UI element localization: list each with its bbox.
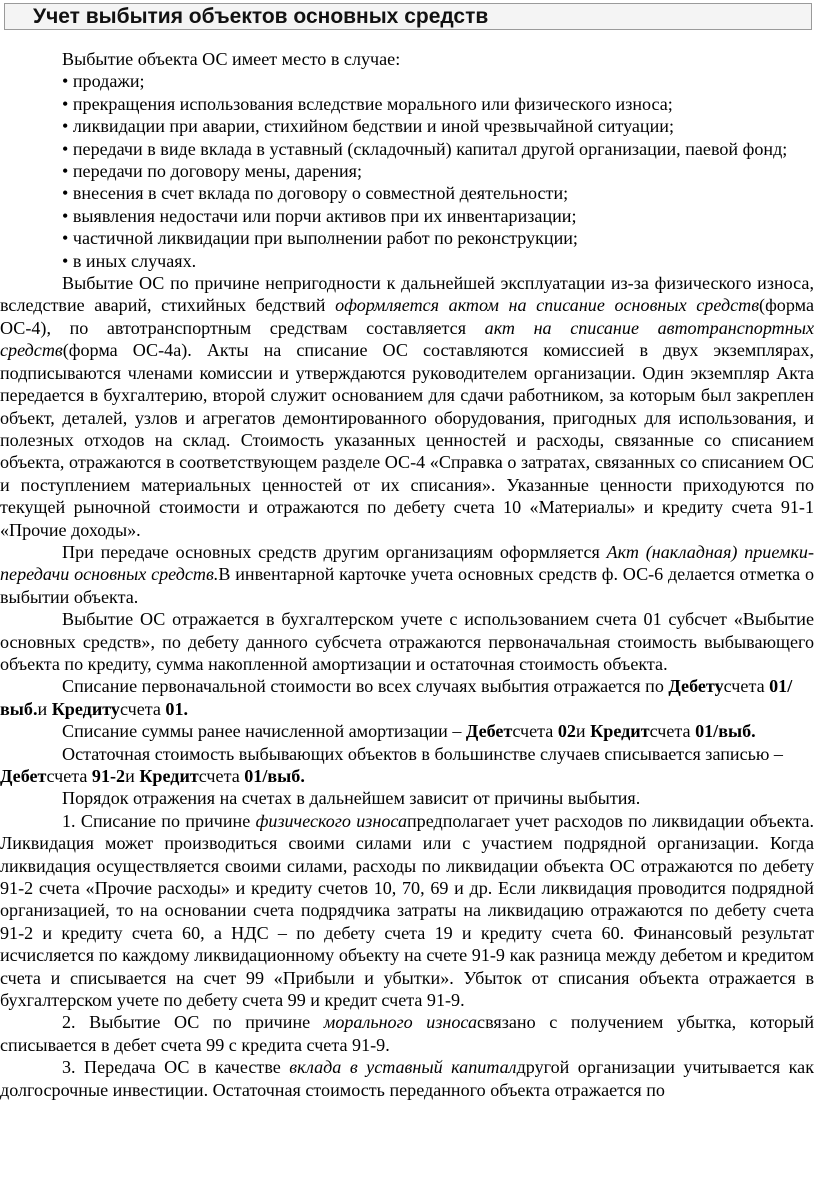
emphasis-text: морального износа [323, 1012, 478, 1033]
list-item: • частичной ликвидации при выполнении работ по реконструкции; [62, 228, 578, 249]
paragraph-order: Порядок отражения на счетах в дальнейшем зависит от причины выбытия. [62, 788, 641, 809]
emphasis-text: оформляется актом на списание основных средств [335, 295, 760, 316]
text-run: Остаточная стоимость выбывающих объектов в большинстве случаев списывается записью – [62, 743, 783, 764]
emphasis-text: акт на списание автотранспортных средств [0, 317, 814, 361]
page-title: Учет выбытия объектов основных средств [33, 5, 489, 28]
paragraph-amortization [0, 720, 814, 742]
paragraph-write-off-act [0, 272, 814, 541]
text-run: счета [46, 766, 92, 786]
text-run: В инвентарной карточке учета основных средств ф. ОС-6 делается отметка о выбытии объекта. [0, 564, 814, 607]
text-run: счета [119, 698, 166, 719]
bold-text: 01/выб. [0, 676, 793, 719]
paragraph-initial-cost [0, 675, 814, 720]
bold-text: 01/выб. [695, 721, 756, 742]
bold-text: 02 [557, 721, 576, 742]
text-run: 1. Списание по причине [62, 810, 256, 831]
emphasis-text: вклада в уставный капитал [289, 1057, 517, 1078]
list-item: • выявления недостачи или порчи активов при их инвентаризации; [62, 205, 577, 226]
paragraph-transfer [0, 541, 814, 608]
text-run: Выбытие ОС по причине непригодности к дальнейшей эксплуатации из-за физического износа, вследствие аварий, стихийных бедствий [0, 273, 814, 316]
list-item: • передачи по договору мены, дарения; [62, 161, 362, 182]
list-item: • передачи в виде вклада в уставный (складочный) капитал другой организации, паевой фонд; [62, 138, 788, 159]
list-item: • внесения в счет вклада по договору о совместной деятельности; [62, 183, 569, 204]
paragraph-capital-contribution [0, 1056, 814, 1101]
section-header [4, 3, 812, 30]
text-run: и [575, 721, 591, 742]
text-run: Списание первоначальной стоимости во всех случаях выбытия отражается по [62, 676, 669, 697]
bold-text: Дебет [0, 766, 47, 786]
emphasis-text: Акт (накладная) приемки-передачи основных средств. [0, 541, 815, 585]
bold-text: 91-2 [91, 766, 126, 786]
bold-text: 01/выб. [244, 766, 305, 786]
list-item: • ликвидации при аварии, стихийном бедствии и иной чрезвычайной ситуации; [62, 116, 675, 137]
text-run: другой организации учитывается как долгосрочные инвестиции. Остаточная стоимость переданного объекта отражается по [0, 1057, 814, 1100]
text-run: 2. Выбытие ОС по причине [62, 1012, 324, 1033]
text-run: счета [198, 766, 245, 786]
paragraph-residual-value [0, 743, 814, 788]
text-run: 3. Передача ОС в качестве [62, 1057, 290, 1078]
bold-text: Кредит [139, 766, 199, 786]
text-run: предполагает учет расходов по ликвидации объекта. Ликвидация может производиться своими силами или с участием подрядной организации. Когда ликвидация осуществляется своими силами, расходы по ликвидации объекта ОС отражаются по дебету 91-2 счета «Прочие расходы» и кредиту счетов 10, 70, 69 и др. Если ликвидация проводится подрядной организацией, то на основании счета подрядчика затраты на ликвидацию отражаются по дебету счета 91-2 и кредиту счета 60, а НДС – по дебету счета 19 и кредиту счета 60. Финансовый результат исчисляется по каждому ликвидационному объекту на счете 91-9 как разница между дебетом и кредитом счета и списывается на счет 99 «Прибыли и убытки». Убыток от списания объекта отражается в бухгалтерском учете по дебету счета 99 и кредит счета 91-9. [0, 810, 815, 1011]
list-item: • в иных случаях. [62, 250, 197, 271]
text-run: счета [649, 721, 696, 742]
bold-text: 01. [165, 698, 189, 719]
bold-text: Дебет [465, 721, 513, 742]
list-item: • прекращения использования вследствие морального или физического износа; [62, 93, 673, 114]
text-run: и [125, 766, 140, 786]
text-run: счета [512, 721, 558, 742]
paragraph-moral-wear [0, 1011, 814, 1056]
bold-text: Дебету [668, 676, 724, 697]
intro-paragraph: Выбытие объекта ОС имеет место в случае: [62, 49, 401, 69]
paragraph-physical-wear [0, 810, 814, 1012]
text-run: Списание суммы ранее начисленной амортизации – [62, 721, 466, 742]
bold-text: Кредиту [51, 698, 120, 719]
bold-text: Кредит [590, 721, 650, 742]
emphasis-text: физического износа [255, 810, 407, 831]
text-run: и [37, 698, 52, 719]
text-run: (форма ОС-4), по автотранспортным средствам составляется [0, 295, 814, 338]
text-run: (форма ОС-4а). Акты на списание ОС составляются комиссией в двух экземплярах, подписываются членами комиссии и утверждаются руководителем организации. Один экземпляр Акта передается в бухгалтерию, второй служит основанием для сдачи работником, за которым был закреплен объект, деталей, узлов и агрегатов демонтированного оборудования, пригодных для использования, и полезных отходов на склад. Стоимость указанных ценностей и расходы, связанные со списанием объекта, отражаются в соответствующем разделе ОС-4 «Справка о затратах, связанных со списанием ОС и поступлением материальных ценностей от их списания». Указанные ценности приходуются по текущей рыночной стоимости и отражаются по дебету счета 10 «Материалы» и кредиту счета 91-1 «Прочие доходы». [0, 340, 814, 540]
paragraph-account-01: Выбытие ОС отражается в бухгалтерском учете с использованием счета 01 субсчет «Выбытие основных средств», по дебету данного субсчета отражаются первоначальная стоимость выбывающего объекта по кредиту, сумма накопленной амортизации и остаточная стоимость объекта. [0, 609, 814, 674]
list-item: • продажи; [62, 71, 145, 92]
text-run: При передаче основных средств другим организациям оформляется [62, 541, 607, 562]
text-run: связано с получением убытка, который списывается в дебет счета 99 с кредита счета 91-9. [0, 1012, 815, 1055]
text-run: счета [723, 676, 770, 697]
document-body [0, 48, 814, 1101]
